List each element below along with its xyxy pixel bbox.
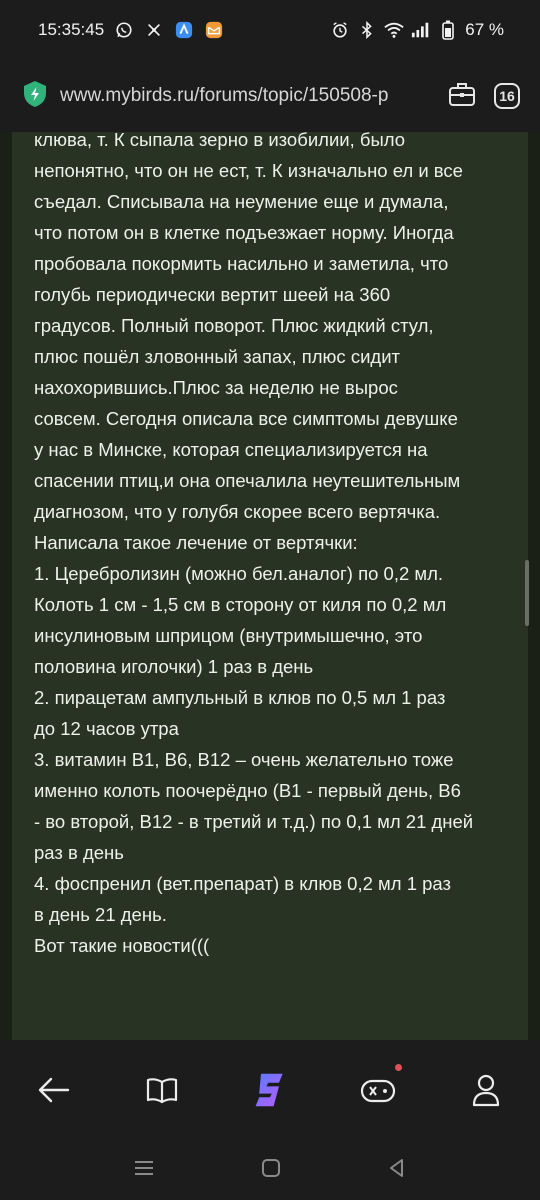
briefcase-icon[interactable] xyxy=(448,81,476,112)
signal-app-icon xyxy=(144,20,164,40)
post-line: 2. пирацетам ампульный в клюв по 0,5 мл 1 раз xyxy=(34,687,446,708)
post-line: именно колоть поочерёдно (В1 - первый день, В6 xyxy=(34,780,461,801)
alarm-icon xyxy=(330,20,350,40)
post-line: нахохорившись.Плюс за неделю не вырос xyxy=(34,377,398,398)
bottom-navigation xyxy=(0,1040,540,1140)
battery-percent: 67 % xyxy=(465,20,504,39)
post-line: диагнозом, что у голубя скорее всего вертячка. xyxy=(34,501,441,522)
post-line: спасении птиц,и она опечалила неутешительным xyxy=(34,470,461,491)
post-line: непонятно, что он не ест, т. К изначально ел и все xyxy=(34,160,463,181)
post-line: до 12 часов утра xyxy=(34,718,179,739)
browser-toolbar xyxy=(0,60,540,132)
post-line: плюс пошёл зловонный запах, плюс сидит xyxy=(34,346,400,367)
post-line: Написала такое лечение от вертячки: xyxy=(34,532,358,553)
shield-icon[interactable] xyxy=(22,80,48,113)
bluetooth-icon xyxy=(357,20,377,40)
book-icon[interactable] xyxy=(144,1072,180,1108)
status-bar xyxy=(0,0,540,60)
gamepad-icon[interactable] xyxy=(360,1072,396,1108)
tabs-count-button[interactable]: 16 xyxy=(494,83,520,109)
cellular-icon xyxy=(411,20,431,40)
blue-app-icon xyxy=(174,20,194,40)
post-line: голубь периодически вертит шеей на 360 xyxy=(34,284,391,305)
back-nav-icon[interactable] xyxy=(386,1157,408,1184)
post-line: раз в день xyxy=(34,842,124,863)
app-logo-icon[interactable] xyxy=(252,1072,288,1108)
notification-dot xyxy=(395,1064,402,1071)
whatsapp-icon xyxy=(114,20,134,40)
home-icon[interactable] xyxy=(260,1157,282,1184)
post-line: - во второй, В12 - в третий и т.д.) по 0,1 мл 21 дней xyxy=(34,811,474,832)
battery-icon xyxy=(438,20,458,40)
url-field[interactable]: www.mybirds.ru/forums/topic/150508-р xyxy=(60,85,389,106)
system-navigation xyxy=(0,1140,540,1200)
post-line: пробовала покормить насильно и заметила, что xyxy=(34,253,449,274)
clock: 15:35:45 xyxy=(38,20,105,39)
post-line: 4. фоспренил (вет.препарат) в клюв 0,2 мл 1 раз xyxy=(34,873,451,894)
post-line: половина иголочки) 1 раз в день xyxy=(34,656,314,677)
post-line: Колоть 1 см - 1,5 см в сторону от киля по 0,2 мл xyxy=(34,594,447,615)
post-line: в день 21 день. xyxy=(34,904,167,925)
wifi-icon xyxy=(384,20,404,40)
post-line: что потом он в клетке подъезжает норму. Иногда xyxy=(34,222,454,243)
post-line: совсем. Сегодня описала все симптомы девушке xyxy=(34,408,458,429)
post-line: съедал. Списывала на неумение еще и думала, xyxy=(34,191,449,212)
post-line: градусов. Полный поворот. Плюс жидкий стул, xyxy=(34,315,434,336)
scrollbar[interactable] xyxy=(525,560,529,626)
page-content[interactable] xyxy=(0,132,540,1040)
post-line: клюва, т. К сыпала зерно в изобилии, было xyxy=(34,132,406,150)
post-line: 3. витамин В1, В6, В12 – очень желательно тоже xyxy=(34,749,454,770)
mail-app-icon xyxy=(204,20,224,40)
post-line: инсулиновым шприцом (внутримышечно, это xyxy=(34,625,423,646)
back-icon[interactable] xyxy=(36,1072,72,1108)
post-line: Вот такие новости((( xyxy=(34,935,210,956)
post-line: 1. Церебролизин (можно бел.аналог) по 0,2 мл. xyxy=(34,563,444,584)
profile-icon[interactable] xyxy=(468,1072,504,1108)
post-line: у нас в Минске, которая специализируется на xyxy=(34,439,428,460)
post-body xyxy=(34,132,504,961)
recent-apps-icon[interactable] xyxy=(132,1158,156,1183)
